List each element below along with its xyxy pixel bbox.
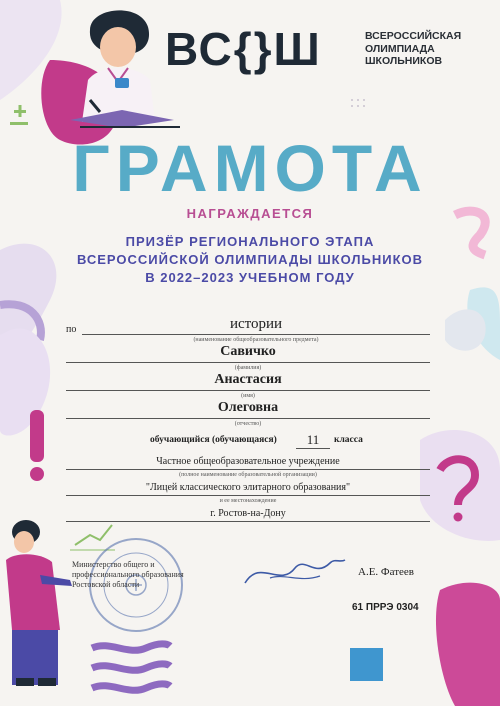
grade-suffix: класса <box>334 435 363 445</box>
subtitle-line: В 2022–2023 УЧЕБНОМ ГОДУ <box>145 270 355 285</box>
ministry-caption: Министерство общего и профессионального образования Ростовской области <box>72 560 184 589</box>
olympiad-logo-name <box>365 30 495 68</box>
certificate-serial: 61 ПРРЭ 0304 <box>352 602 419 613</box>
certificate-title: ГРАМОТА <box>72 131 428 205</box>
location-hint: и ее местонахождение <box>219 498 277 504</box>
grade-value: 11 <box>296 432 330 449</box>
patronymic-value: Олеговна <box>217 400 279 415</box>
name-underline <box>66 390 430 391</box>
logo-name-line: ШКОЛЬНИКОВ <box>365 55 443 67</box>
subtitle-line: ПРИЗЁР РЕГИОНАЛЬНОГО ЭТАПА <box>125 234 375 249</box>
school-name-value: "Лицей классического элитарного образования" <box>145 482 351 493</box>
signer-name: А.Е. Фатеев <box>358 566 414 578</box>
school-hint: (полное наименование образовательной организации) <box>179 472 317 478</box>
subject-prefix: по <box>66 324 77 335</box>
school-type-value: Частное общеобразовательное учреждение <box>156 456 340 467</box>
name-value: Анастасия <box>214 372 282 387</box>
patronymic-underline <box>66 418 430 419</box>
subject-value: истории <box>229 316 283 332</box>
subtitle-line: ВСЕРОССИЙСКОЙ ОЛИМПИАДЫ ШКОЛЬНИКОВ <box>76 252 424 267</box>
school-name-underline <box>66 495 430 496</box>
city-underline <box>66 521 430 522</box>
logo-name-line: ВСЕРОССИЙСКАЯ <box>365 30 462 42</box>
name-hint: (имя) <box>241 393 255 399</box>
handwritten-signature <box>240 548 350 598</box>
city-value: г. Ростов-на-Дону <box>210 508 286 519</box>
awarded-label: НАГРАЖДАЕТСЯ <box>186 206 314 221</box>
surname-value: Савичко <box>220 344 276 359</box>
subject-underline <box>82 334 430 335</box>
logo-name-line: ОЛИМПИАДА <box>365 42 435 55</box>
patronymic-hint: (отчество) <box>234 421 262 427</box>
subject-hint: (наименование общеобразовательного предмета) <box>193 337 319 343</box>
surname-underline <box>66 362 430 363</box>
school-type-underline <box>66 469 430 470</box>
surname-hint: (фамилия) <box>234 365 262 371</box>
olympiad-logo-abbr: ВС{}Ш <box>165 23 322 75</box>
student-prefix: обучающийся (обучающаяся) <box>150 435 277 445</box>
